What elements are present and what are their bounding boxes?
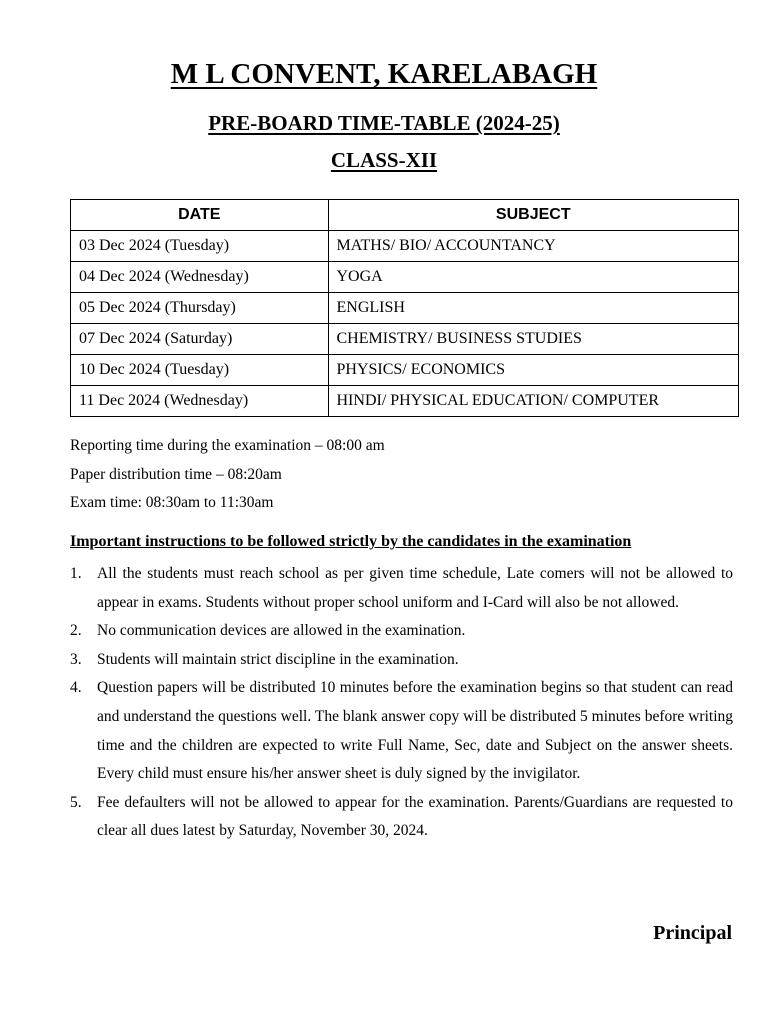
list-item [70, 617, 733, 646]
list-item [70, 560, 733, 617]
item-text: Students will maintain strict discipline in the examination. [97, 650, 459, 668]
table-row [71, 231, 739, 262]
reporting-time: Reporting time during the examination – 08:00 am [70, 437, 385, 454]
date-cell: 10 Dec 2024 (Tuesday) [71, 355, 329, 386]
table-row [71, 293, 739, 324]
item-text: All the students must reach school as per given time schedule, Late comers will not be allowed to appear in exams. Students without proper school uniform and I-Card will also be not allowed. [97, 565, 733, 611]
subject-cell: PHYSICS/ ECONOMICS [328, 355, 739, 386]
item-number: 4. [70, 679, 82, 697]
instructions-heading: Important instructions to be followed strictly by the candidates in the examination [70, 533, 632, 550]
subject-cell: ENGLISH [328, 293, 739, 324]
school-name: M L CONVENT, KARELABAGH [170, 58, 598, 90]
item-text: Fee defaulters will not be allowed to appear for the examination. Parents/Guardians are requested to clear all dues latest by Saturday, November 30, 2024. [97, 793, 733, 840]
date-cell: 07 Dec 2024 (Saturday) [71, 324, 329, 355]
principal-signature: Principal [653, 922, 732, 944]
subject-cell: HINDI/ PHYSICAL EDUCATION/ COMPUTER [328, 386, 739, 417]
subject-cell: MATHS/ BIO/ ACCOUNTANCY [328, 231, 739, 262]
list-item [70, 646, 733, 675]
item-number: 2. [70, 622, 82, 640]
table-row [71, 386, 739, 417]
timetable [70, 199, 739, 417]
exam-time: Exam time: 08:30am to 11:30am [70, 494, 274, 511]
item-text: No communication devices are allowed in the examination. [97, 622, 466, 640]
class-title: CLASS-XII [330, 148, 438, 172]
item-number: 5. [70, 793, 82, 811]
subject-cell: CHEMISTRY/ BUSINESS STUDIES [328, 324, 739, 355]
date-column-header: DATE [71, 200, 329, 231]
date-cell: 04 Dec 2024 (Wednesday) [71, 262, 329, 293]
table-row [71, 262, 739, 293]
list-item [70, 674, 733, 788]
date-cell: 05 Dec 2024 (Thursday) [71, 293, 329, 324]
item-number: 3. [70, 650, 82, 668]
subject-column-header: SUBJECT [328, 200, 739, 231]
item-number: 1. [70, 565, 82, 582]
date-cell: 03 Dec 2024 (Tuesday) [71, 231, 329, 262]
date-cell: 11 Dec 2024 (Wednesday) [71, 386, 329, 417]
table-header-row [71, 200, 739, 231]
table-row [71, 324, 739, 355]
subject-cell: YOGA [328, 262, 739, 293]
instructions-list [70, 560, 733, 846]
item-text: Question papers will be distributed 10 minutes before the examination begins so that student can read and understand the questions well. The blank answer copy will be distributed 5 minutes before writing time and the children are expected to write Full Name, Sec, date and Subject on the answer sheets. Every child must ensure his/her answer sheet is duly signed by the invigilator. [97, 679, 733, 783]
list-item [70, 789, 733, 846]
timetable-title: PRE-BOARD TIME-TABLE (2024-25) [208, 111, 560, 135]
table-row [71, 355, 739, 386]
distribution-time: Paper distribution time – 08:20am [70, 466, 282, 483]
